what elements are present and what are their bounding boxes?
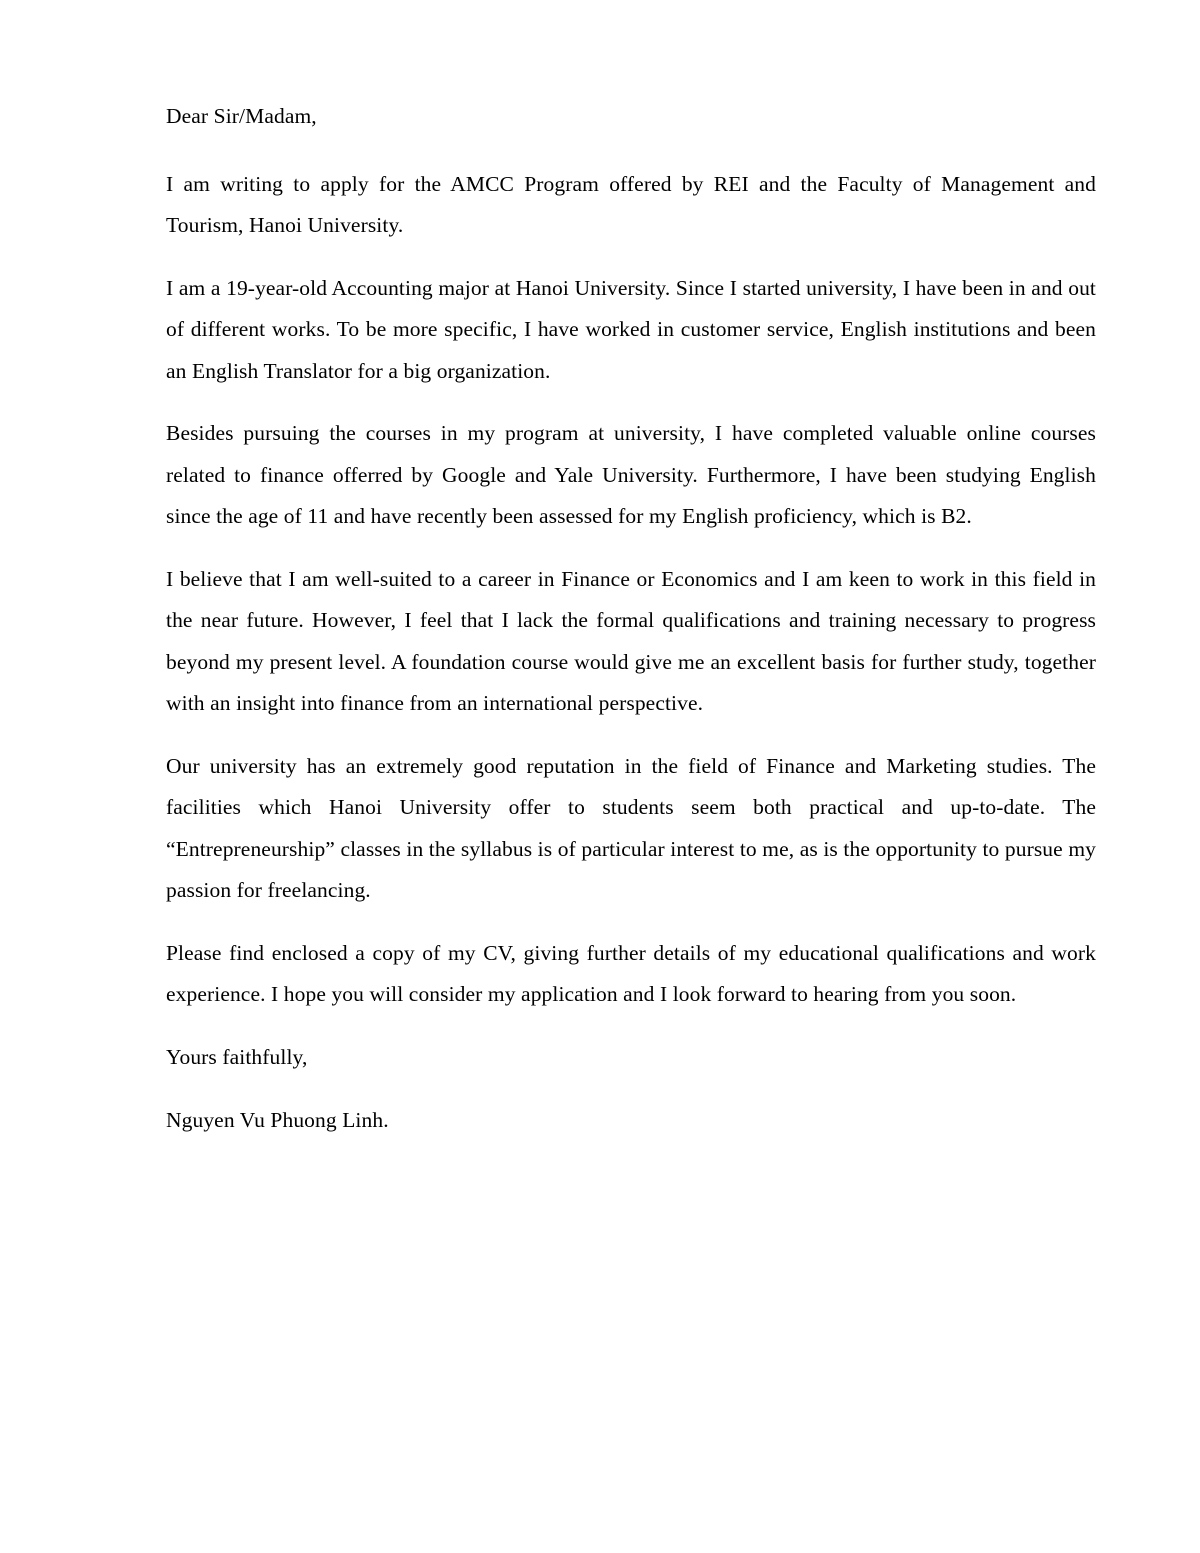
- paragraph-5: Our university has an extremely good reputation in the field of Finance and Marketing studies. The facilities which Hanoi University offer to students seem both practical and up-to-date. The “Entrepreneurship” classes in the syllabus is of particular interest to me, as is the opportunity to pursue my passion for freelancing.: [166, 753, 1096, 902]
- paragraph-2: I am a 19-year-old Accounting major at Hanoi University. Since I started university, I have been in and out of different works. To be more specific, I have worked in customer service, English institutions and been an English Translator for a big organization.: [166, 275, 1096, 383]
- paragraph-1: I am writing to apply for the AMCC Program offered by REI and the Faculty of Management and Tourism, Hanoi University.: [166, 171, 1096, 237]
- salutation: Dear Sir/Madam,: [166, 104, 317, 128]
- letter-body: [166, 96, 1096, 1142]
- paragraph-6: Please find enclosed a copy of my CV, giving further details of my educational qualifications and work experience. I hope you will consider my application and I look forward to hearing from you soon.: [166, 940, 1096, 1006]
- paragraph-3: Besides pursuing the courses in my program at university, I have completed valuable online courses related to finance offerred by Google and Yale University. Furthermore, I have been studying English since the age of 11 and have recently been assessed for my English proficiency, which is B2.: [166, 421, 1096, 528]
- closing: Yours faithfully,: [166, 1044, 308, 1069]
- paragraph-4: I believe that I am well-suited to a career in Finance or Economics and I am keen to work in this field in the near future. However, I feel that I lack the formal qualifications and training necessary to progress beyond my present level. A foundation course would give me an excellent basis for further study, together with an insight into finance from an international perspective.: [166, 566, 1096, 715]
- signature: Nguyen Vu Phuong Linh.: [166, 1108, 389, 1132]
